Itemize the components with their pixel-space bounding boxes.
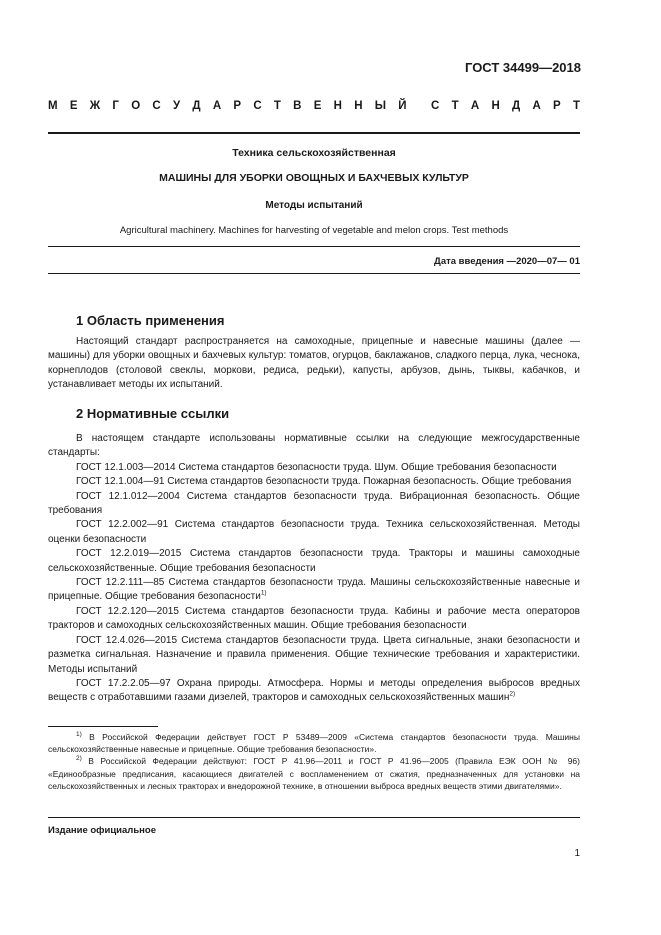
main-title: МАШИНЫ ДЛЯ УБОРКИ ОВОЩНЫХ И БАХЧЕВЫХ КУЛЬТУР xyxy=(159,172,469,184)
subtitle-methods: Методы испытаний xyxy=(265,200,363,211)
banner-letter: Г xyxy=(112,100,119,112)
banner-letter: Ж xyxy=(89,100,101,112)
banner-letter: О xyxy=(131,100,141,112)
title-rule-top xyxy=(48,246,580,247)
reference-text: ГОСТ 12.1.004—91 Система стандартов безопасности труда. Пожарная безопасность. Общие требования xyxy=(76,476,572,488)
official-edition-label: Издание официальное xyxy=(48,825,156,836)
footnote-mark: 2) xyxy=(76,755,82,763)
header-rule xyxy=(48,132,580,134)
section1-heading: 1 Область применения xyxy=(76,313,225,328)
section1-body xyxy=(48,335,580,393)
section2-body xyxy=(48,432,580,706)
banner-letter: М xyxy=(48,100,58,112)
footnote-marker: 2) xyxy=(509,690,516,698)
reference-text: ГОСТ 17.2.2.05—97 Охрана природы. Атмосфера. Нормы и методы определения выбросов вредных веществ с отработавшими газами дизелей, тракторов и самоходных сельскохозяйственных машин xyxy=(48,677,580,704)
footnote-item xyxy=(48,731,580,755)
reference-item xyxy=(48,677,580,706)
banner-letter: Н xyxy=(491,100,500,112)
banner-letter: У xyxy=(172,100,181,112)
reference-list xyxy=(48,461,580,706)
reference-text: ГОСТ 12.2.111—85 Система стандартов безопасности труда. Машины сельскохозяйственные навесные и прицепные. Общие требования безопасности xyxy=(48,577,580,603)
banner-letter: Н xyxy=(354,100,363,112)
english-title: Agricultural machinery. Machines for harvesting of vegetable and melon crops. Test methods xyxy=(119,225,509,236)
title-rule-bottom xyxy=(48,273,580,274)
reference-text: ГОСТ 12.2.120—2015 Система стандартов безопасности труда. Кабины и рабочие места операторов тракторов и самоходных сельскохозяйственных машин. Общие требования безопасности xyxy=(48,605,580,632)
reference-text: ГОСТ 12.2.002—91 Система стандартов безопасности труда. Техника сельскохозяйственная. Методы оценки безопасности xyxy=(48,519,580,545)
reference-item xyxy=(48,518,580,547)
banner-letter: А xyxy=(470,100,480,112)
reference-item xyxy=(48,475,580,489)
reference-item xyxy=(48,490,580,519)
reference-item xyxy=(48,605,580,634)
footnote-mark: 1) xyxy=(76,731,82,739)
banner-letter: А xyxy=(212,100,222,112)
footnote-rule xyxy=(48,726,158,727)
banner-letter: С xyxy=(253,100,262,112)
reference-item xyxy=(48,461,580,475)
banner-letter: Р xyxy=(233,100,242,112)
section2-heading: 2 Нормативные ссылки xyxy=(76,406,230,421)
document-code: ГОСТ 34499—2018 xyxy=(465,60,581,75)
reference-text: ГОСТ 12.4.026—2015 Система стандартов безопасности труда. Цвета сигнальные, знаки безопасности и разметка сигнальная. Назначение и правила применения. Общие технические требования и характеристики. Методы испытаний xyxy=(48,634,580,675)
banner-letter: С xyxy=(152,100,161,112)
banner-letter: Н xyxy=(333,100,342,112)
banner-letter: Ы xyxy=(374,100,387,112)
banner-letter: В xyxy=(293,100,302,112)
banner-letter: С xyxy=(431,100,440,112)
field-title: Техника сельскохозяйственная xyxy=(232,147,396,159)
footnote-item xyxy=(48,755,580,792)
reference-text: ГОСТ 12.1.012—2004 Система стандартов безопасности труда. Вибрационная безопасность. Общие требования xyxy=(48,490,580,517)
reference-item xyxy=(48,576,580,605)
page-number: 1 xyxy=(574,848,580,859)
section1-paragraph: Настоящий стандарт распространяется на самоходные, прицепные и навесные машины (далее — машины) для уборки овощных и бахчевых культур: томатов, огурцов, баклажанов, сладкого перца, лука, чеснока, корнеплодов (столовой свеклы, моркови, редиса, редьки), капусты, арбузов, дынь, тыквы, кабачков, и устанавливает методы их испытаний. xyxy=(48,336,580,391)
footnote-text: В Российской Федерации действуют: ГОСТ Р 41.96—2011 и ГОСТ Р 41.96—2005 (Правила ЕЭК ООН № 96) «Единообразные предписания, касающиеся двигателей с воспламенением от сжатия, предназначенных для установки на сельскохозяйственных и лесных тракторах и внедорожной технике, в отношении выброса вредных веществ этими двигателями». xyxy=(48,756,580,791)
footnote-marker: 1) xyxy=(260,590,267,598)
banner-letter: Т xyxy=(273,100,281,112)
introduction-date: Дата введения —2020—07— 01 xyxy=(434,256,580,267)
banner-letter: Е xyxy=(313,100,322,112)
reference-item xyxy=(48,547,580,576)
banner-letter: Е xyxy=(69,100,78,112)
section2-intro: В настоящем стандарте использованы нормативные ссылки на следующие межгосударственные стандарты: xyxy=(48,433,580,459)
banner-letter: А xyxy=(532,100,541,112)
reference-text: ГОСТ 12.2.019—2015 Система стандартов безопасности труда. Тракторы и машины самоходные сельскохозяйственные. Общие требования безопасности xyxy=(48,548,580,574)
reference-text: ГОСТ 12.1.003—2014 Система стандартов безопасности труда. Шум. Общие требования безопасности xyxy=(76,461,557,473)
banner-letter: Т xyxy=(451,100,459,112)
footer-rule xyxy=(48,817,580,818)
banner-letter: Р xyxy=(553,100,561,112)
interstate-standard-banner xyxy=(48,100,580,112)
footnotes xyxy=(48,731,580,792)
reference-item xyxy=(48,634,580,677)
banner-letter: Д xyxy=(512,100,521,112)
footnote-text: В Российской Федерации действует ГОСТ Р 53489—2009 «Система стандартов безопасности труда. Машины сельскохозяйственные навесные и прицепные. Общие требования безопасности». xyxy=(48,732,580,755)
banner-letter: Д xyxy=(192,100,201,112)
banner-letter: Т xyxy=(572,100,580,112)
banner-letter: Й xyxy=(398,100,407,112)
